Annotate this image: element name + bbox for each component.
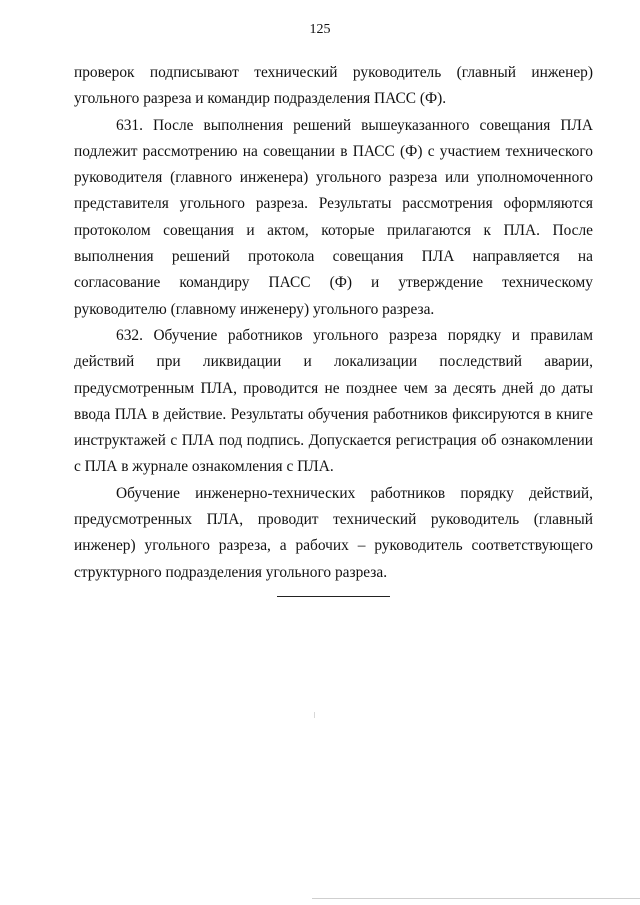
document-body [74, 60, 593, 586]
section-end-divider [277, 596, 390, 597]
scan-edge-line [312, 898, 640, 899]
paragraph-item-631: 631. После выполнения решений вышеуказанного совещания ПЛА подлежит рассмотрению на совещании в ПАСС (Ф) с участием технического руководителя (главного инженера) угольного разреза или уполномоченного представителя угольного разреза. Результаты рассмотрения оформляются протоколом совещания и актом, которые прилагаются к ПЛА. После выполнения решений протокола совещания ПЛА направляется на согласование командиру ПАСС (Ф) и утверждение техническому руководителю (главному инженеру) угольного разреза. [74, 116, 593, 318]
page-number: 125 [309, 22, 331, 37]
paragraph-continuation: проверок подписывают технический руководитель (главный инженер) угольного разреза и командир подразделения ПАСС (Ф). [74, 64, 593, 108]
paragraph-training-note: Обучение инженерно-технических работников порядку действий, предусмотренных ПЛА, проводит технический руководитель (главный инженер) угольного разреза, а рабочих – руководитель соответствующего структурного подразделения угольного разреза. [74, 484, 593, 581]
paragraph-item-632: 632. Обучение работников угольного разреза порядку и правилам действий при ликвидации и локализации последствий аварии, предусмотренным ПЛА, проводится не позднее чем за десять дней до даты ввода ПЛА в действие. Результаты обучения работников фиксируются в книге инструктажей с ПЛА под подпись. Допускается регистрация об ознакомлении с ПЛА в журнале ознакомления с ПЛА. [74, 326, 593, 476]
scan-speck [314, 712, 315, 718]
